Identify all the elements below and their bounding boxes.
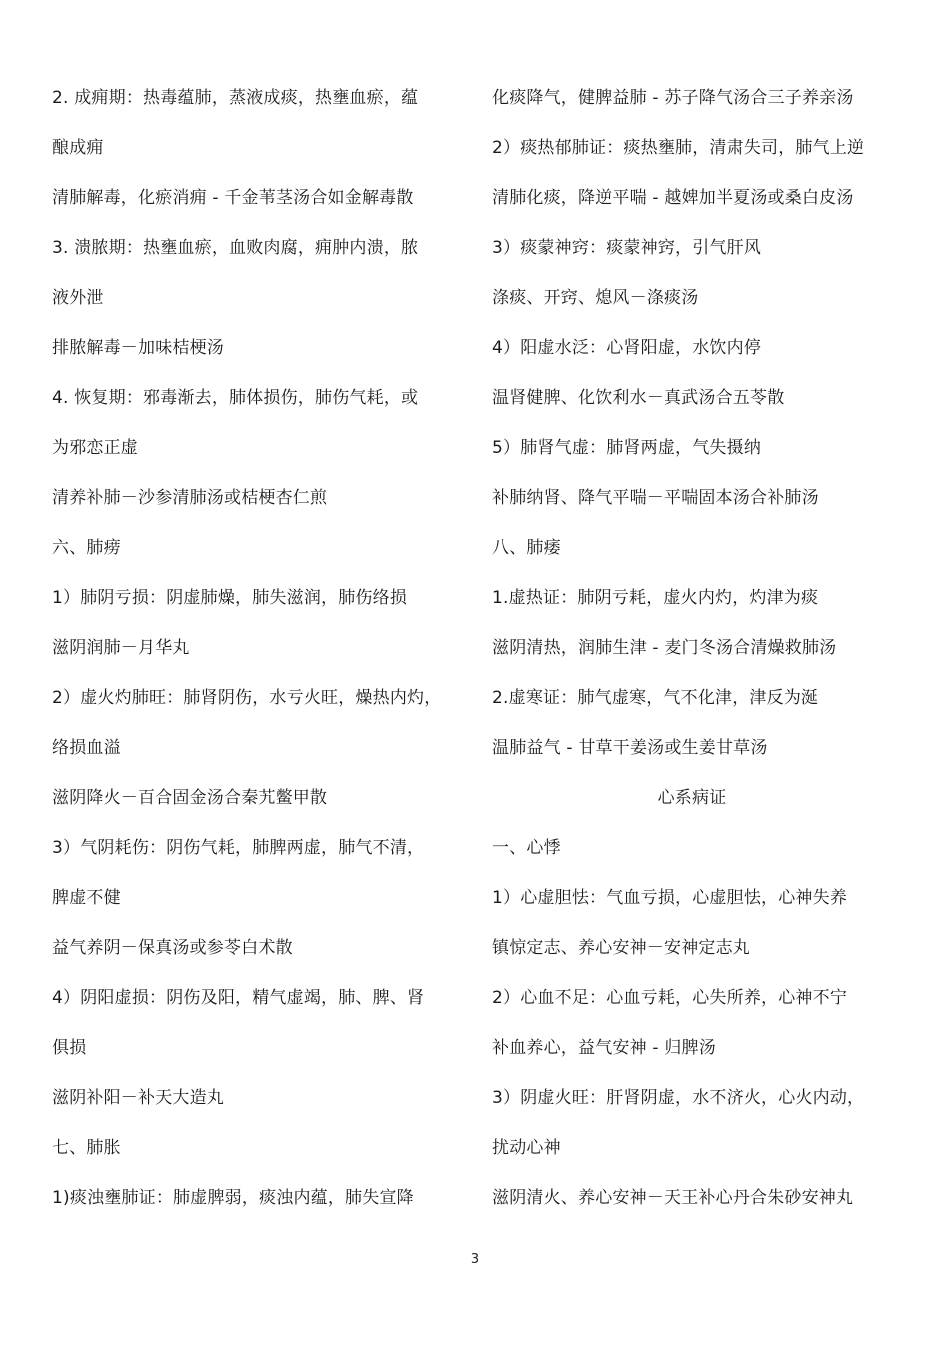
left-column — [52, 83, 457, 1233]
text-line: 化痰降气，健脾益肺 - 苏子降气汤合三子养亲汤 — [492, 88, 854, 108]
section-heading: 七、肺胀 — [52, 1138, 121, 1158]
text-line: 1.虚热证：肺阴亏耗，虚火内灼，灼津为痰 — [492, 588, 819, 608]
text-line: 2）心血不足：心血亏耗，心失所养，心神不宁 — [492, 988, 848, 1008]
text-line: 2. 成痈期：热毒蕴肺，蒸液成痰，热壅血瘀，蕴 — [52, 88, 419, 108]
text-line: 3）阴虚火旺：肝肾阴虚，水不济火，心火内动， — [492, 1088, 865, 1108]
text-line: 液外泄 — [52, 288, 104, 308]
text-line: 2.虚寒证：肺气虚寒，气不化津，津反为涎 — [492, 688, 819, 708]
text-line: 清养补肺－沙参清肺汤或桔梗杏仁煎 — [52, 488, 328, 508]
text-line: 2）虚火灼肺旺：肺肾阴伤，水亏火旺，燥热内灼， — [52, 688, 442, 708]
text-line: 排脓解毒－加味桔梗汤 — [52, 338, 224, 358]
right-column — [492, 83, 892, 1233]
text-line: 3）气阴耗伤：阴伤气耗，肺脾两虚，肺气不清， — [52, 838, 425, 858]
page-number: 3 — [470, 1252, 480, 1267]
text-line: 4. 恢复期：邪毒渐去，肺体损伤，肺伤气耗，或 — [52, 388, 419, 408]
text-line: 补肺纳肾、降气平喘－平喘固本汤合补肺汤 — [492, 488, 819, 508]
text-line: 脾虚不健 — [52, 888, 121, 908]
text-line: 1)痰浊壅肺证：肺虚脾弱，痰浊内蕴，肺失宣降 — [52, 1188, 414, 1208]
text-line: 滋阴补阳－补天大造丸 — [52, 1088, 224, 1108]
text-line: 4）阴阳虚损：阴伤及阳，精气虚竭，肺、脾、肾 — [52, 988, 425, 1008]
chapter-heading: 心系病证 — [657, 788, 727, 808]
text-line: 4）阳虚水泛：心肾阳虚，水饮内停 — [492, 338, 762, 358]
text-line: 滋阴清火、养心安神－天王补心丹合朱砂安神丸 — [492, 1188, 854, 1208]
text-line: 温肺益气 - 甘草干姜汤或生姜甘草汤 — [492, 738, 768, 758]
text-line: 2）痰热郁肺证：痰热壅肺，清肃失司，肺气上逆 — [492, 138, 865, 158]
text-line: 益气养阴－保真汤或参苓白术散 — [52, 938, 293, 958]
text-line: 清肺解毒，化瘀消痈 - 千金苇茎汤合如金解毒散 — [52, 188, 414, 208]
text-line: 5）肺肾气虚：肺肾两虚，气失摄纳 — [492, 438, 762, 458]
text-line: 3）痰蒙神窍：痰蒙神窍，引气肝风 — [492, 238, 762, 258]
text-line: 扰动心神 — [492, 1138, 561, 1158]
section-heading: 一、心悸 — [492, 838, 561, 858]
text-line: 络损血溢 — [52, 738, 121, 758]
text-line: 涤痰、开窍、熄风－涤痰汤 — [492, 288, 699, 308]
text-line: 3. 溃脓期：热壅血瘀，血败肉腐，痈肿内溃，脓 — [52, 238, 419, 258]
text-line: 补血养心，益气安神 - 归脾汤 — [492, 1038, 716, 1058]
text-line: 滋阴降火－百合固金汤合秦艽鳖甲散 — [52, 788, 328, 808]
section-heading: 八、肺痿 — [492, 538, 561, 558]
section-heading: 六、肺痨 — [52, 538, 121, 558]
text-line: 为邪恋正虚 — [52, 438, 138, 458]
text-line: 滋阴润肺－月华丸 — [52, 638, 190, 658]
text-line: 清肺化痰，降逆平喘 - 越婢加半夏汤或桑白皮汤 — [492, 188, 854, 208]
text-line: 1）心虚胆怯：气血亏损，心虚胆怯，心神失养 — [492, 888, 848, 908]
text-line: 俱损 — [52, 1038, 87, 1058]
text-line: 镇惊定志、养心安神－安神定志丸 — [492, 938, 750, 958]
text-line: 酿成痈 — [52, 138, 104, 158]
text-line: 滋阴清热，润肺生津 - 麦门冬汤合清燥救肺汤 — [492, 638, 837, 658]
text-line: 温肾健脾、化饮利水－真武汤合五苓散 — [492, 388, 785, 408]
text-line: 1）肺阴亏损：阴虚肺燥，肺失滋润，肺伤络损 — [52, 588, 408, 608]
